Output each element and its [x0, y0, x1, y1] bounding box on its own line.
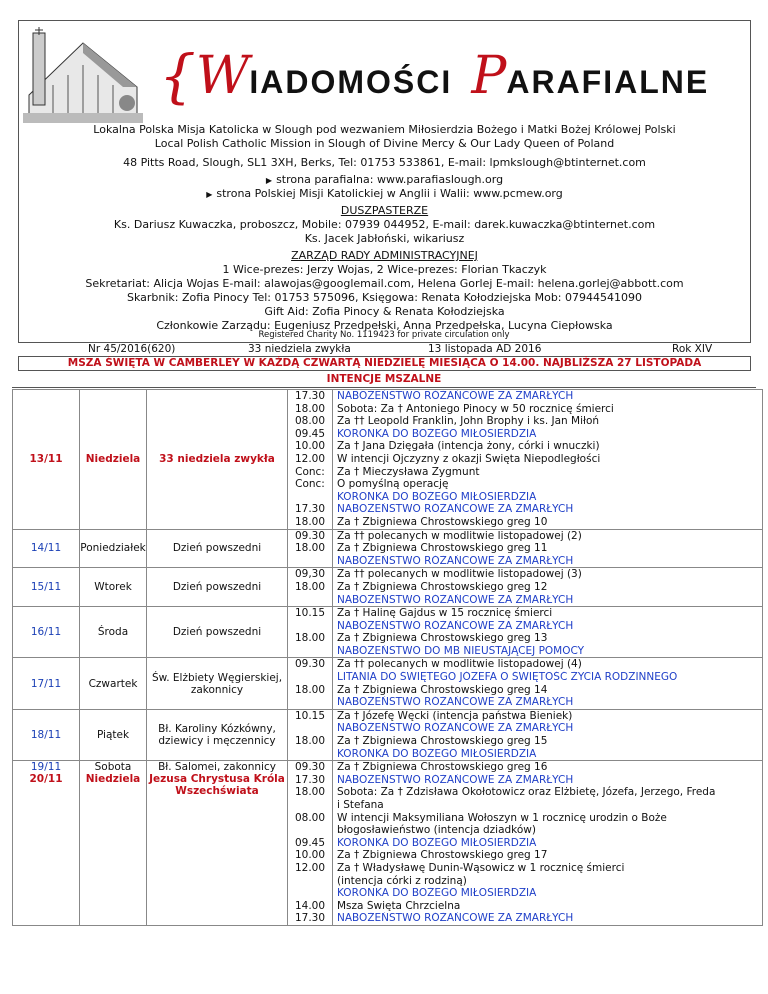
- mass-time: 17.30: [294, 773, 326, 786]
- zarzad-line-2: Sekretariat: Alicja Wojas E-mail: alawojas@googlemail.com, Helena Gorlej E-mail: helena.gorlej@abbott.com: [85, 277, 684, 290]
- issue-date: 13 listopada AD 2016: [428, 343, 542, 355]
- mass-time: 18.00: [294, 402, 326, 415]
- devotion-text: NABOŻEŃSTWO RÓŻAŃCOWE ZA ZMARŁYCH: [337, 912, 574, 925]
- liturgy-text: Św. Elżbiety Węgierskiej, zakonnicy: [151, 671, 283, 696]
- mass-time: 09.30: [294, 761, 326, 774]
- time-cell: [288, 390, 333, 530]
- intention-cell: [333, 607, 763, 658]
- day-cell: [80, 658, 147, 709]
- day-text: Poniedziałek: [80, 542, 146, 555]
- mass-time: 08.00: [294, 415, 326, 428]
- mass-time: 18.00: [294, 542, 326, 555]
- mass-time: [288, 799, 332, 812]
- date-text: 17/11: [30, 677, 62, 690]
- link-pcmew[interactable]: ▶ strona Polskiej Misji Katolickiej w Anglii i Walii: www.pcmew.org: [206, 187, 563, 200]
- mass-time: 18.00: [294, 735, 326, 748]
- intention-text: Za † Zbigniewa Chrostowskiego greg 17: [337, 849, 548, 862]
- priest-1: Ks. Dariusz Kuwaczka, proboszcz, Mobile: 07939 044952, E-mail: darek.kuwaczka@btinternet.com: [113, 218, 656, 231]
- liturgy-cell: [147, 390, 288, 530]
- mass-time: Conc:: [295, 465, 325, 478]
- intention-text: Za † Zbigniewa Chrostowskiego greg 12: [337, 580, 548, 593]
- devotion-text: NABOŻEŃSTWO DO MB NIEUSTAJĄCEJ POMOCY: [337, 644, 585, 657]
- liturgy-cell: [147, 568, 288, 607]
- issue-year: Rok XIV: [672, 343, 713, 355]
- intention-text: Za † Zbigniewa Chrostowskiego greg 15: [337, 735, 548, 748]
- mass-time: 18.00: [294, 580, 326, 593]
- mission-name-pl: Lokalna Polska Misja Katolicka w Slough pod wezwaniem Miłosierdzia Bożego i Matki Bożej Królowej Polski: [93, 123, 676, 136]
- intention-text: Za † Jana Dzięgała (intencja żony, córki i wnuczki): [337, 440, 600, 453]
- mass-time: [288, 620, 332, 633]
- day-cell: [80, 709, 147, 760]
- table-row: [13, 709, 763, 760]
- mass-time: 10.00: [294, 440, 326, 453]
- date-text: 13/11: [29, 453, 63, 466]
- intention-cell: [333, 709, 763, 760]
- intention-cell: [333, 658, 763, 709]
- intention-text: Za † Zbigniewa Chrostowskiego greg 11: [337, 542, 548, 555]
- zarzad-line-5: Członkowie Zarządu: Eugeniusz Przedpełski, Anna Przedpełska, Lucyna Ciepłowska: [156, 319, 613, 332]
- table-row: [13, 658, 763, 709]
- devotion-text: KORONKA DO BOŻEGO MIŁOSIERDZIA: [337, 427, 537, 440]
- mass-time: 09.30: [294, 529, 326, 542]
- date-cell: [13, 709, 80, 760]
- intention-text: Za †† Leopold Franklin, John Brophy i ks. Jan Miłoń: [337, 415, 600, 428]
- devotion-text: NABOŻEŃSTWO RÓŻAŃCOWE ZA ZMARŁYCH: [337, 593, 574, 606]
- time-cell: [288, 709, 333, 760]
- camberley-mass-banner: MSZA ŚWIĘTA W CAMBERLEY W KAŻDĄ CZWARTĄ NIEDZIELĘ MIESIĄCA O 14.00. NAJBLIŻSZA 27 LISTOPADA: [18, 356, 751, 371]
- mass-time: 18.00: [294, 786, 326, 799]
- priest-2: Ks. Jacek Jabłoński, wikariusz: [304, 232, 465, 245]
- intention-text: Za † Zbigniewa Chrostowskiego greg 10: [337, 515, 548, 528]
- intention-text: Za † Władysławę Dunin-Wąsowicz w 1 rocznicę śmierci: [337, 861, 625, 874]
- zarzad-line-3: Skarbnik: Zofia Pinocy Tel: 01753 575096, Księgowa: Renata Kołodziejska Mob: 07944541090: [126, 291, 642, 304]
- intention-text: O pomyślną operację: [337, 478, 449, 491]
- intention-text: Za †† polecanych w modlitwie listopadowej (3): [337, 568, 582, 581]
- mass-time: [288, 645, 332, 658]
- day-cell: [80, 529, 147, 568]
- liturgical-sunday: 33 niedziela zwykła: [248, 343, 351, 355]
- devotion-text: NABOŻEŃSTWO RÓŻAŃCOWE ZA ZMARŁYCH: [337, 390, 574, 402]
- devotion-text: NABOŻEŃSTWO RÓŻAŃCOWE ZA ZMARŁYCH: [337, 696, 574, 709]
- devotion-text: KORONKA DO BOŻEGO MIŁOSIERDZIA: [337, 747, 537, 760]
- mass-time: 12.00: [294, 452, 326, 465]
- day-text: Niedziela: [85, 453, 141, 466]
- mass-time: 18.00: [294, 683, 326, 696]
- triangle-icon: ▶: [265, 176, 273, 185]
- mass-time: 10.15: [294, 709, 326, 722]
- day-text: Środa: [97, 626, 129, 639]
- masthead-title: {WIADOMOŚCI PARAFIALNE: [159, 42, 710, 110]
- liturgy-text: Bł. Salomei, zakonnicy: [158, 761, 276, 774]
- mass-time: [288, 824, 332, 837]
- intention-text: Sobota: Za † Antoniego Pinocy w 50 rocznicę śmierci: [337, 402, 614, 415]
- intention-text: W intencji Maksymiliana Wołoszyn w 1 rocznicę urodzin o Boże: [337, 811, 667, 824]
- day-text: Piątek: [96, 729, 130, 742]
- zarzad-line-4: Gift Aid: Zofia Pinocy & Renata Kołodziejska: [264, 305, 505, 318]
- intention-text: Za † Zbigniewa Chrostowskiego greg 13: [337, 632, 548, 645]
- address-line: 48 Pitts Road, Slough, SL1 3XH, Berks, Tel: 01753 533861, E-mail: lpmkslough@btinternet.com: [123, 156, 646, 169]
- mass-time: 12.00: [294, 861, 326, 874]
- mass-time: 10.15: [294, 607, 326, 620]
- mass-time: [288, 555, 332, 568]
- liturgy-cell: [147, 658, 288, 709]
- mass-time: 09,30: [294, 568, 326, 581]
- intention-text: (intencja córki z rodziną): [337, 874, 467, 887]
- registered-charity: Registered Charity No. 1119423 for private circulation only: [258, 330, 510, 340]
- liturgy-cell: [147, 529, 288, 568]
- zarzad-heading: ZARZĄD RADY ADMINISTRACYJNEJ: [291, 249, 478, 262]
- devotion-text: NABOŻEŃSTWO RÓŻAŃCOWE ZA ZMARŁYCH: [337, 554, 574, 567]
- day-cell: [80, 607, 147, 658]
- date-text: 16/11: [30, 626, 62, 639]
- liturgy-text: Bł. Karoliny Kózkówny, dziewicy i męczennicy: [158, 723, 276, 748]
- devotion-text: NABOŻEŃSTWO RÓŻAŃCOWE ZA ZMARŁYCH: [337, 503, 574, 516]
- devotion-text: KORONKA DO BOŻEGO MIŁOSIERDZIA: [337, 490, 537, 503]
- date-text: 19/11: [30, 761, 62, 774]
- liturgy-text: Dzień powszedni: [172, 581, 262, 594]
- intention-text: błogosławieństwo (intencja dziadków): [337, 824, 536, 837]
- date-cell: [13, 529, 80, 568]
- intention-text: Za † Józefę Węcki (intencja państwa Bieniek): [337, 709, 573, 722]
- duszpasterze-heading: DUSZPASTERZE: [340, 204, 429, 217]
- mass-time: 08.00: [294, 811, 326, 824]
- date-cell: [13, 761, 80, 926]
- date-cell: [13, 607, 80, 658]
- intention-cell: [333, 390, 763, 530]
- mass-time: [288, 671, 332, 684]
- intention-text: Za † Zbigniewa Chrostowskiego greg 14: [337, 683, 548, 696]
- devotion-text: NABOŻEŃSTWO RÓŻAŃCOWE ZA ZMARŁYCH: [337, 619, 574, 632]
- liturgy-text: Jezusa Chrystusa Króla Wszechświata: [149, 773, 285, 798]
- mass-time: [288, 875, 332, 888]
- mass-time: 18.00: [294, 515, 326, 528]
- mass-time: 09.45: [294, 836, 326, 849]
- time-cell: [288, 761, 333, 926]
- mass-time: 09.30: [294, 658, 326, 671]
- intention-text: i Stefana: [337, 799, 384, 811]
- mass-time: [288, 696, 332, 709]
- date-text: 14/11: [30, 542, 62, 555]
- date-text: 15/11: [30, 581, 62, 594]
- time-cell: [288, 607, 333, 658]
- table-row: [13, 761, 763, 926]
- date-cell: [13, 568, 80, 607]
- divider: [12, 387, 756, 388]
- table-row: [13, 568, 763, 607]
- mass-time: [288, 594, 332, 607]
- mass-time: Conc:: [295, 478, 325, 491]
- intention-text: W intencji Ojczyzny z okazji Święta Niepodległości: [337, 452, 601, 465]
- day-cell: [80, 568, 147, 607]
- mass-time: 17.30: [294, 912, 326, 925]
- intention-cell: [333, 761, 763, 926]
- intention-text: Za † Halinę Gajdus w 15 rocznicę śmierci: [337, 607, 553, 620]
- issue-number: Nr 45/2016(620): [88, 343, 176, 355]
- mission-name-en: Local Polish Catholic Mission in Slough of Divine Mercy & Our Lady Queen of Poland: [154, 137, 615, 150]
- date-cell: [13, 390, 80, 530]
- liturgy-cell: [147, 607, 288, 658]
- mass-time: [288, 748, 332, 761]
- mass-time: 17.30: [294, 503, 326, 516]
- link-parish[interactable]: ▶ strona parafialna: www.parafiaslough.org: [265, 173, 504, 186]
- devotion-text: KORONKA DO BOŻEGO MIŁOSIERDZIA: [337, 836, 537, 849]
- liturgy-text: 33 niedziela zwykła: [159, 453, 275, 466]
- intention-text: Za † Mieczysława Zygmunt: [337, 465, 480, 478]
- intention-cell: [333, 568, 763, 607]
- mass-time: 10.00: [294, 849, 326, 862]
- intention-text: Sobota: Za † Zdzisława Okołotowicz oraz Elżbietę, Józefa, Jerzego, Freda: [337, 786, 716, 799]
- day-cell: [80, 390, 147, 530]
- church-illustration: [23, 25, 143, 123]
- liturgy-cell: [147, 761, 288, 926]
- mass-intentions-heading: INTENCJE MSZALNE: [326, 373, 442, 385]
- date-text: 20/11: [29, 773, 63, 786]
- day-text: Wtorek: [94, 581, 132, 594]
- table-row: [13, 529, 763, 568]
- day-text: Niedziela: [85, 773, 141, 786]
- liturgy-cell: [147, 709, 288, 760]
- mass-time: 09.45: [294, 427, 326, 440]
- liturgy-text: Dzień powszedni: [172, 542, 262, 555]
- intention-text: Za †† polecanych w modlitwie listopadowej (4): [337, 658, 582, 671]
- devotion-text: LITANIA DO ŚWIĘTEGO JÓZEFA O ŚWIĘTOŚĆ ŻYCIA RODZINNEGO: [337, 671, 678, 684]
- mass-time: 14.00: [294, 899, 326, 912]
- day-text: Czwartek: [88, 677, 138, 690]
- intention-text: Za †† polecanych w modlitwie listopadowej (2): [337, 529, 582, 542]
- devotion-text: KORONKA DO BOŻEGO MIŁOSIERDZIA: [337, 887, 537, 900]
- table-row: [13, 390, 763, 530]
- table-row: [13, 607, 763, 658]
- devotion-text: NABOŻEŃSTWO RÓŻAŃCOWE ZA ZMARŁYCH: [337, 773, 574, 786]
- mass-time: [288, 491, 332, 504]
- mass-time: 17.30: [294, 390, 326, 402]
- intention-text: Za † Zbigniewa Chrostowskiego greg 16: [337, 761, 548, 774]
- date-cell: [13, 658, 80, 709]
- devotion-text: NABOŻEŃSTWO RÓŻAŃCOWE ZA ZMARŁYCH: [337, 722, 574, 735]
- day-text: Sobota: [94, 761, 132, 774]
- liturgy-text: Dzień powszedni: [172, 626, 262, 639]
- zarzad-line-1: 1 Wice-prezes: Jerzy Wojas, 2 Wice-prezes: Florian Tkaczyk: [222, 263, 547, 276]
- mass-time: [288, 887, 332, 900]
- mass-time: 18.00: [294, 632, 326, 645]
- mass-time: [288, 722, 332, 735]
- intention-cell: [333, 529, 763, 568]
- date-text: 18/11: [30, 729, 62, 742]
- header-box: [18, 20, 751, 343]
- time-cell: [288, 568, 333, 607]
- mass-intentions-table: [12, 389, 763, 926]
- intention-text: Msza Święta Chrzcielna: [337, 899, 461, 912]
- time-cell: [288, 658, 333, 709]
- day-cell: [80, 761, 147, 926]
- time-cell: [288, 529, 333, 568]
- triangle-icon: ▶: [206, 190, 213, 199]
